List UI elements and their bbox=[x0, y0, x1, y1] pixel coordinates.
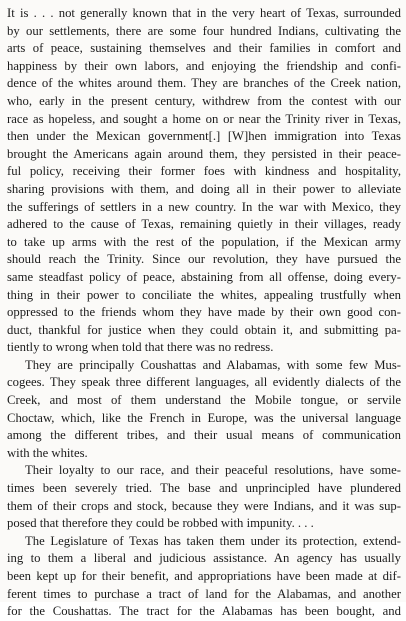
paragraph-3 bbox=[7, 462, 401, 532]
paragraph-2 bbox=[7, 357, 401, 463]
paragraph-4 bbox=[7, 533, 401, 621]
text-line: the sufferings of settlers in a new country. In the war with Mexico, they bbox=[7, 199, 401, 214]
text-line: arts of peace, sustaining themselves and their families in comfort and bbox=[7, 41, 401, 56]
text-line: Their loyalty to our race, and their peaceful resolutions, have some- bbox=[25, 463, 401, 478]
text-line: Choctaw, which, like the French in Europe, was the universal language bbox=[7, 410, 401, 425]
text-line: who, early in the present century, withdrew from the contest with our bbox=[7, 93, 401, 108]
text-line: The Legislature of Texas has taken them under its protection, extend- bbox=[25, 533, 401, 548]
text-line: among the different tribes, and their usual means of communication bbox=[7, 428, 401, 443]
text-line: to take up arms with the rest of the population, if the Mexican army bbox=[7, 234, 401, 249]
text-line: cogees. They speak three different languages, all evidently dialects of the bbox=[7, 375, 401, 390]
text-line: times been severely tried. The base and unprincipled have plundered bbox=[7, 481, 401, 496]
text-line: should reach the Trinity. Since our revolution, they have pursued the bbox=[7, 252, 401, 267]
text-line: then under the Mexican government[.] [W]hen immigration into Texas bbox=[7, 129, 401, 144]
text-line: with the whites. bbox=[7, 445, 88, 460]
text-line: them of their crops and stock, because they were Indians, and it was sup- bbox=[7, 498, 401, 513]
text-line: duct, thankful for justice when they could obtain it, and submitting pa- bbox=[7, 322, 401, 337]
text-line: by our settlements, there are some four hundred Indians, cultivating the bbox=[7, 23, 401, 38]
text-line: ferent times to purchase a tract of land for the Alabamas, and another bbox=[7, 586, 401, 601]
text-line: posed that therefore they could be robbed with impunity. . . . bbox=[7, 516, 314, 531]
text-line: same steadfast policy of peace, abstaining from all offense, doing every- bbox=[7, 269, 401, 284]
text-line: Creek, and most of them understand the Mobile tongue, or servile bbox=[7, 393, 401, 408]
text-line: ing to them a liberal and judicious assistance. An agency has usually bbox=[7, 551, 401, 566]
text-line: tiently to wrong when told that there was no redress. bbox=[7, 340, 274, 355]
text-line: ful policy, receiving their former foes with kindness and hospitality, bbox=[7, 164, 401, 179]
text-line: oppressed to the friends whom they have made by their own good con- bbox=[7, 305, 401, 320]
text-line: race as hopeless, and sought a home on or near the Trinity river in Texas, bbox=[7, 111, 401, 126]
text-line: been kept up for their benefit, and appropriations have been made at dif- bbox=[7, 569, 401, 583]
text-line: brought the Americans again around them, they persisted in their peace- bbox=[7, 146, 401, 161]
text-line: for the Coushattas. The tract for the Alabamas has been bought, and bbox=[7, 604, 401, 619]
text-line: dence of the whites around them. They are branches of the Creek nation, bbox=[7, 76, 401, 91]
text-line: adhered to the cause of Texas, remaining quietly in their villages, ready bbox=[7, 217, 401, 232]
paragraph-1 bbox=[7, 5, 401, 357]
text-line: They are principally Coushattas and Alabamas, with some few Mus- bbox=[25, 357, 401, 372]
text-line: happiness by their own labors, and enjoying the friendship and confi- bbox=[7, 58, 401, 73]
text-line: sharing provisions with them, and doing all in their power to alleviate bbox=[7, 181, 401, 196]
body-text bbox=[7, 5, 401, 621]
text-line: It is . . . not generally known that in the very heart of Texas, surrounded bbox=[7, 6, 401, 20]
text-line: thing in their power to conciliate the whites, appealing trustfully when bbox=[7, 287, 401, 302]
